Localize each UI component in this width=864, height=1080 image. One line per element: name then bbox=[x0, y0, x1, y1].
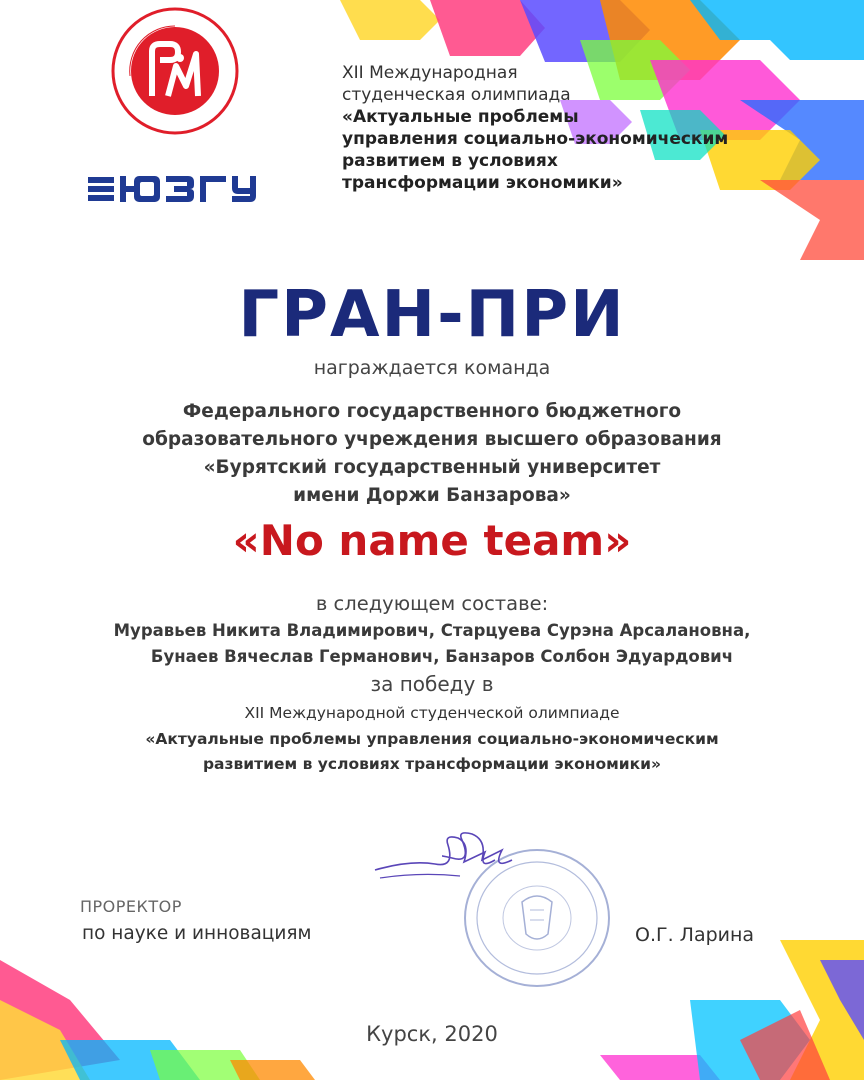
university-logo bbox=[88, 174, 274, 204]
signer-position-title: ПРОРЕКТОР bbox=[80, 897, 182, 916]
org-line: Федерального государственного бюджетного bbox=[182, 401, 682, 422]
signature-scribble bbox=[370, 830, 500, 900]
organization-name bbox=[0, 398, 864, 510]
award-title: ГРАН-ПРИ bbox=[238, 278, 626, 352]
header-line: «Актуальные проблемы bbox=[342, 107, 579, 127]
org-line: «Бурятский государственный университет bbox=[203, 457, 661, 478]
department-seal-logo bbox=[110, 6, 240, 136]
olympiad-title bbox=[0, 727, 864, 777]
composition-label: в следующем составе: bbox=[315, 592, 549, 615]
header-line: XII Международная bbox=[342, 63, 518, 83]
header-line: студенческая олимпиада bbox=[342, 85, 571, 105]
header-line: управления социально-экономическим bbox=[342, 129, 729, 149]
award-subtitle: награждается команда bbox=[313, 357, 551, 379]
olympiad-name-line: XII Международной студенческой олимпиаде bbox=[244, 704, 620, 722]
signer-position-detail: по науке и инновациям bbox=[82, 923, 312, 944]
org-line: образовательного учреждения высшего образования bbox=[142, 429, 722, 450]
header-line: развитием в условиях bbox=[342, 151, 558, 171]
org-line: имени Доржи Банзарова» bbox=[293, 485, 571, 506]
victory-label: за победу в bbox=[370, 672, 494, 696]
team-name: «No name team» bbox=[232, 516, 632, 565]
header-line: трансформации экономики» bbox=[342, 173, 623, 193]
members-line: Бунаев Вячеслав Германович, Банзаров Солбон Эдуардович bbox=[150, 647, 734, 666]
olympiad-title-line: «Актуальные проблемы управления социально-экономическим bbox=[145, 730, 719, 748]
olympiad-title-line: развитием в условиях трансформации экономики» bbox=[202, 755, 662, 773]
city-year: Курск, 2020 bbox=[366, 1022, 498, 1046]
olympiad-header bbox=[342, 62, 822, 194]
team-members bbox=[0, 618, 864, 670]
members-line: Муравьев Никита Владимирович, Старцуева Сурэна Арсалановна, bbox=[113, 621, 751, 640]
signer-name: О.Г. Ларина bbox=[635, 924, 755, 946]
